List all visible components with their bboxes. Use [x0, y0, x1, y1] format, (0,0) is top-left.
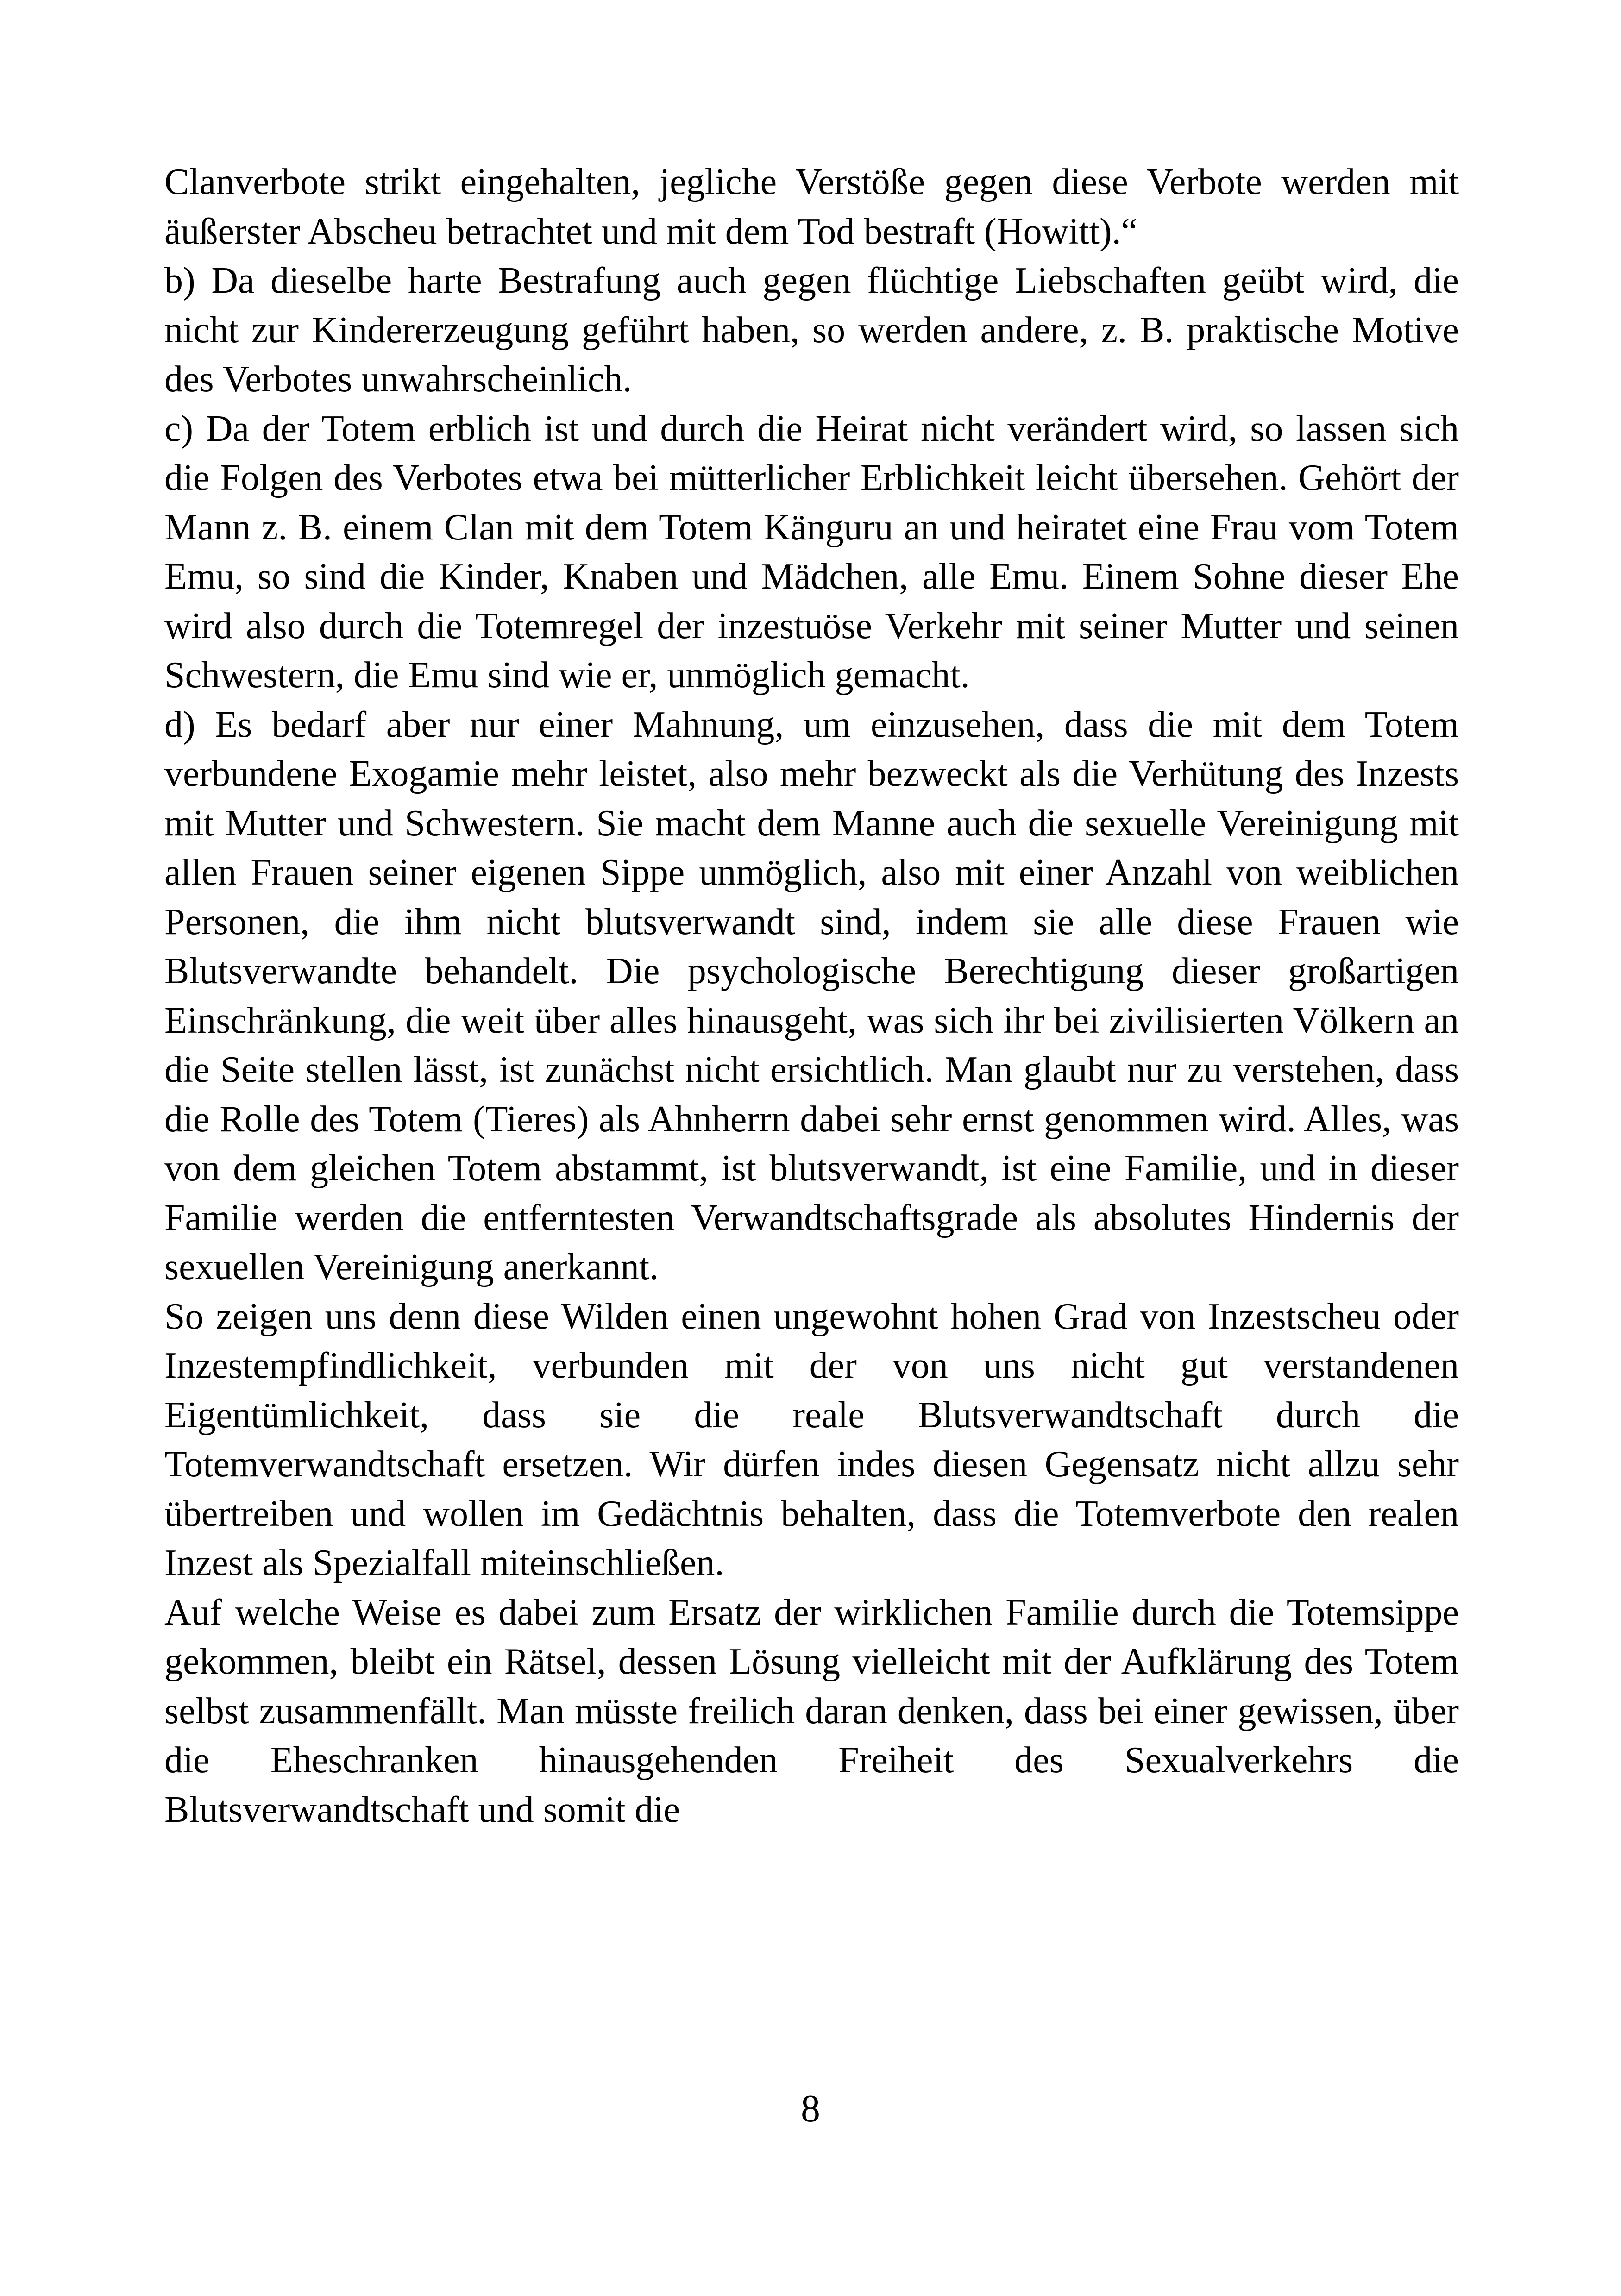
page-number: 8	[801, 2087, 820, 2130]
paragraph-totemsippe: Auf welche Weise es dabei zum Ersatz der wirklichen Familie durch die Totemsippe gekommen, bleibt ein Rätsel, dessen Lösung vielleicht mit der Aufklärung des Totem selbst zusammenfällt. Man müsste freilich daran denken, dass bei einer gewissen, über die Eheschranken hinausgehenden Freiheit des Sexualverkehrs die Blutsverwandtschaft und somit die	[164, 1592, 1459, 1830]
paragraph-inzestscheu: So zeigen uns denn diese Wilden einen ungewohnt hohen Grad von Inzestscheu oder Inzestempfindlichkeit, verbunden mit der von uns nicht gut verstandenen Eigentümlichkeit, dass sie die reale Blutsverwandtschaft durch die Totemverwandtschaft ersetzen. Wir dürfen indes diesen Gegensatz nicht allzu sehr übertreiben und wollen im Gedächtnis behalten, dass die Totemverbote den realen Inzest als Spezialfall miteinschließen.	[164, 1296, 1459, 1583]
page-body	[164, 157, 1459, 1834]
paragraph-quote-end: Clanverbote strikt eingehalten, jegliche Verstöße gegen diese Verbote werden mit äußerster Abscheu betrachtet und mit dem Tod bestraft (Howitt).“	[164, 162, 1459, 252]
paragraph-d: d) Es bedarf aber nur einer Mahnung, um einzusehen, dass die mit dem Totem verbundene Exogamie mehr leistet, also mehr bezweckt als die Verhütung des Inzests mit Mutter und Schwestern. Sie macht dem Manne auch die sexuelle Vereinigung mit allen Frauen seiner eigenen Sippe unmöglich, also mit einer Anzahl von weiblichen Personen, die ihm nicht blutsverwandt sind, indem sie alle diese Frauen wie Blutsverwandte behandelt. Die psychologische Berechtigung dieser großartigen Einschränkung, die weit über alles hinausgeht, was sich ihr bei zivilisierten Völkern an die Seite stellen lässt, ist zunächst nicht ersichtlich. Man glaubt nur zu verstehen, dass die Rolle des Totem (Tieres) als Ahnherrn dabei sehr ernst genommen wird. Alles, was von dem gleichen Totem abstammt, ist blutsverwandt, ist eine Familie, und in dieser Familie werden die entferntesten Verwandtschaftsgrade als absolutes Hindernis der sexuellen Vereinigung anerkannt.	[164, 704, 1459, 1287]
paragraph-b: b) Da dieselbe harte Bestrafung auch gegen flüchtige Liebschaften geübt wird, die nicht zur Kindererzeugung geführt haben, so werden andere, z. B. praktische Motive des Verbotes unwahrscheinlich.	[164, 260, 1459, 400]
paragraph-c: c) Da der Totem erblich ist und durch die Heirat nicht verändert wird, so lassen sich die Folgen des Verbotes etwa bei mütterlicher Erblichkeit leicht übersehen. Gehört der Mann z. B. einem Clan mit dem Totem Känguru an und heiratet eine Frau vom Totem Emu, so sind die Kinder, Knaben und Mädchen, alle Emu. Einem Sohne dieser Ehe wird also durch die Totemregel der inzestuöse Verkehr mit seiner Mutter und seinen Schwestern, die Emu sind wie er, unmöglich gemacht.	[164, 408, 1459, 696]
